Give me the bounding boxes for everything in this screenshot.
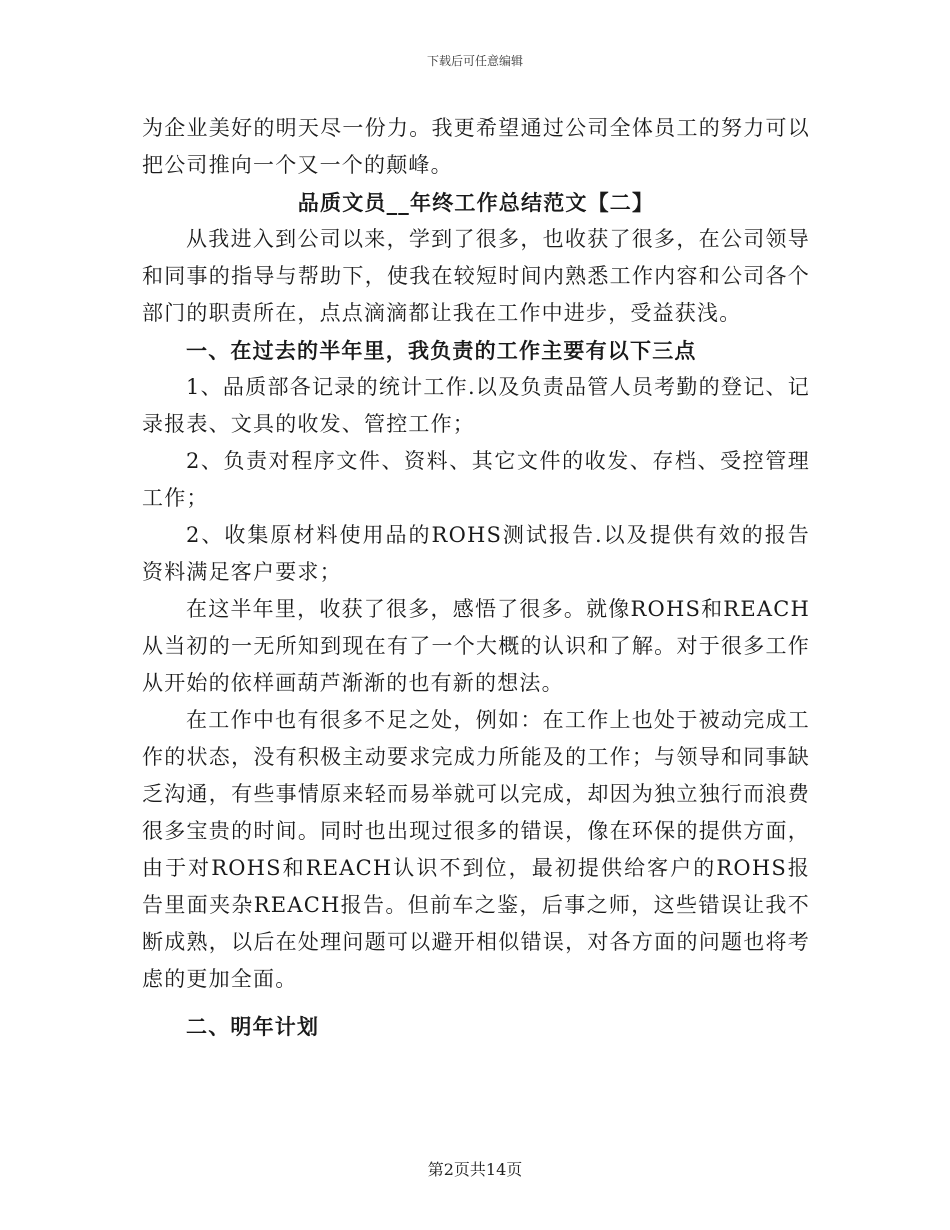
paragraph-1: 从我进入到公司以来，学到了很多，也收获了很多，在公司领导和同事的指导与帮助下，使我在较短时间内熟悉工作内容和公司各个部门的职责所在，点点滴滴都让我在工作中进步，受益获浅。 bbox=[142, 227, 810, 325]
paragraph-2: 在这半年里，收获了很多，感悟了很多。就像ROHS和REACH从当初的一无所知到现在有了一个大概的认识和了解。对于很多工作从开始的依样画葫芦渐渐的也有新的想法。 bbox=[142, 597, 810, 695]
list-item-1: 1、品质部各记录的统计工作.以及负责品管人员考勤的登记、记录报表、文具的收发、管控工作； bbox=[142, 375, 810, 436]
list-item-2: 2、负责对程序文件、资料、其它文件的收发、存档、受控管理工作； bbox=[142, 449, 810, 510]
heading-2: 二、明年计划 bbox=[186, 1014, 320, 1039]
document-body bbox=[142, 110, 810, 1045]
paragraph-3: 在工作中也有很多不足之处，例如：在工作上也处于被动完成工作的状态，没有积极主动要求完成力所能及的工作；与领导和同事缺乏沟通，有些事情原来轻而易举就可以完成，却因为独立独行而浪费很多宝贵的时间。同时也出现过很多的错误，像在环保的提供方面，由于对ROHS和REACH认识不到位，最初提供给客户的ROHS报告里面夹杂REACH报告。但前车之鉴，后事之师，这些错误让我不断成熟，以后在处理问题可以避开相似错误，对各方面的问题也将考虑的更加全面。 bbox=[142, 708, 810, 991]
heading-1: 一、在过去的半年里，我负责的工作主要有以下三点 bbox=[186, 338, 697, 363]
page-header: 下载后可任意编辑 bbox=[426, 54, 523, 68]
page-footer: 第2页共14页 bbox=[427, 1160, 523, 1179]
section-title: 品质文员__年终工作总结范文【二】 bbox=[297, 190, 655, 215]
list-item-3: 2、收集原材料使用品的ROHS测试报告.以及提供有效的报告资料满足客户要求； bbox=[142, 523, 810, 584]
intro-paragraph: 为企业美好的明天尽一份力。我更希望通过公司全体员工的努力可以把公司推向一个又一个的颠峰。 bbox=[142, 116, 810, 177]
